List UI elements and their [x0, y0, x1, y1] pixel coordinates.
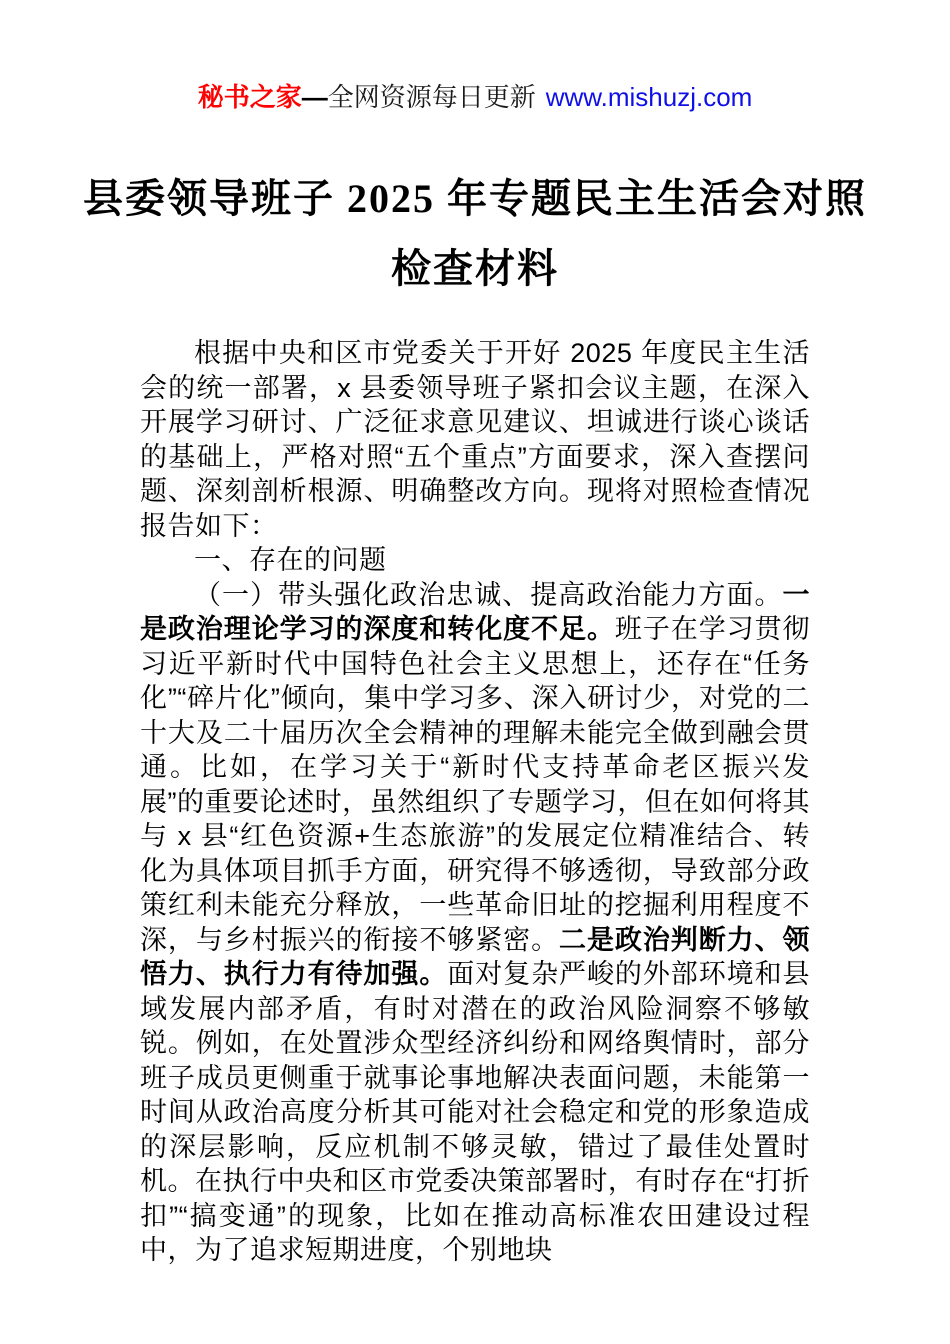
paragraph-intro: 根据中央和区市党委关于开好 2025 年度民主生活会的统一部署，x 县委领导班子紧扣会议主题，在深入开展学习研讨、广泛征求意见建议、坦诚进行谈心谈话的基础上，严格对照“五个重点”方面要求，深入查摆问题、深刻剖析根源、明确整改方向。现将对照检查情况报告如下： [140, 338, 810, 541]
header-tagline: 全网资源每日更新 [327, 82, 536, 112]
header-dash: — [301, 82, 328, 112]
text-run-bold: 二是政治判断力、领悟力、执行力有待加强。 [140, 924, 811, 989]
brand-text: 秘书之家 [197, 82, 302, 112]
paragraph-section-1 [140, 578, 810, 1268]
section-heading-problems: 一、存在的问题 [194, 545, 387, 575]
text-run: 面对复杂严峻的外部环境和县域发展内部矛盾，有时对潜在的政治风险洞察不够敏锐。例如，在处置涉众型经济纠纷和网络舆情时，部分班子成员更侧重于就事论事地解决表面问题，未能第一时间从政治高度分析其可能对社会稳定和党的形象造成的深层影响，反应机制不够灵敏，错过了最佳处置时机。在执行中央和区市党委决策部署时，有时存在“打折扣”“搞变通”的现象，比如在推动高标准农田建设过程中，为了追求短期进度，个别地块 [140, 959, 811, 1265]
document-title [0, 164, 950, 304]
site-header [0, 0, 950, 114]
text-run-bold: 一是政治理论学习的深度和转化度不足。 [140, 579, 810, 644]
text-run: （一）带头强化政治忠诚、提高政治能力方面。 [194, 579, 783, 610]
document-body [0, 336, 950, 1268]
title-line-2: 检查材料 [391, 246, 559, 291]
title-line-1: 县委领导班子 2025 年专题民主生活会对照 [83, 176, 867, 221]
header-url-link[interactable]: www.mishuzj.com [545, 82, 753, 112]
text-run: 班子在学习贯彻习近平新时代中国特色社会主义思想上，还存在“任务化”“碎片化”倾向，集中学习多、深入研讨少，对党的二十大及二十届历次全会精神的理解未能完全做到融会贯通。比如，在学习关于“新时代支持革命老区振兴发展”的重要论述时，虽然组织了专题学习，但在如何将其与 x 县“红色资源+生态旅游”的发展定位精准结合、转化为具体项目抓手方面，研究得不够透彻，导致部分政策红利未能充分释放，一些革命旧址的挖掘利用程度不深，与乡村振兴的衔接不够紧密。 [140, 614, 810, 955]
